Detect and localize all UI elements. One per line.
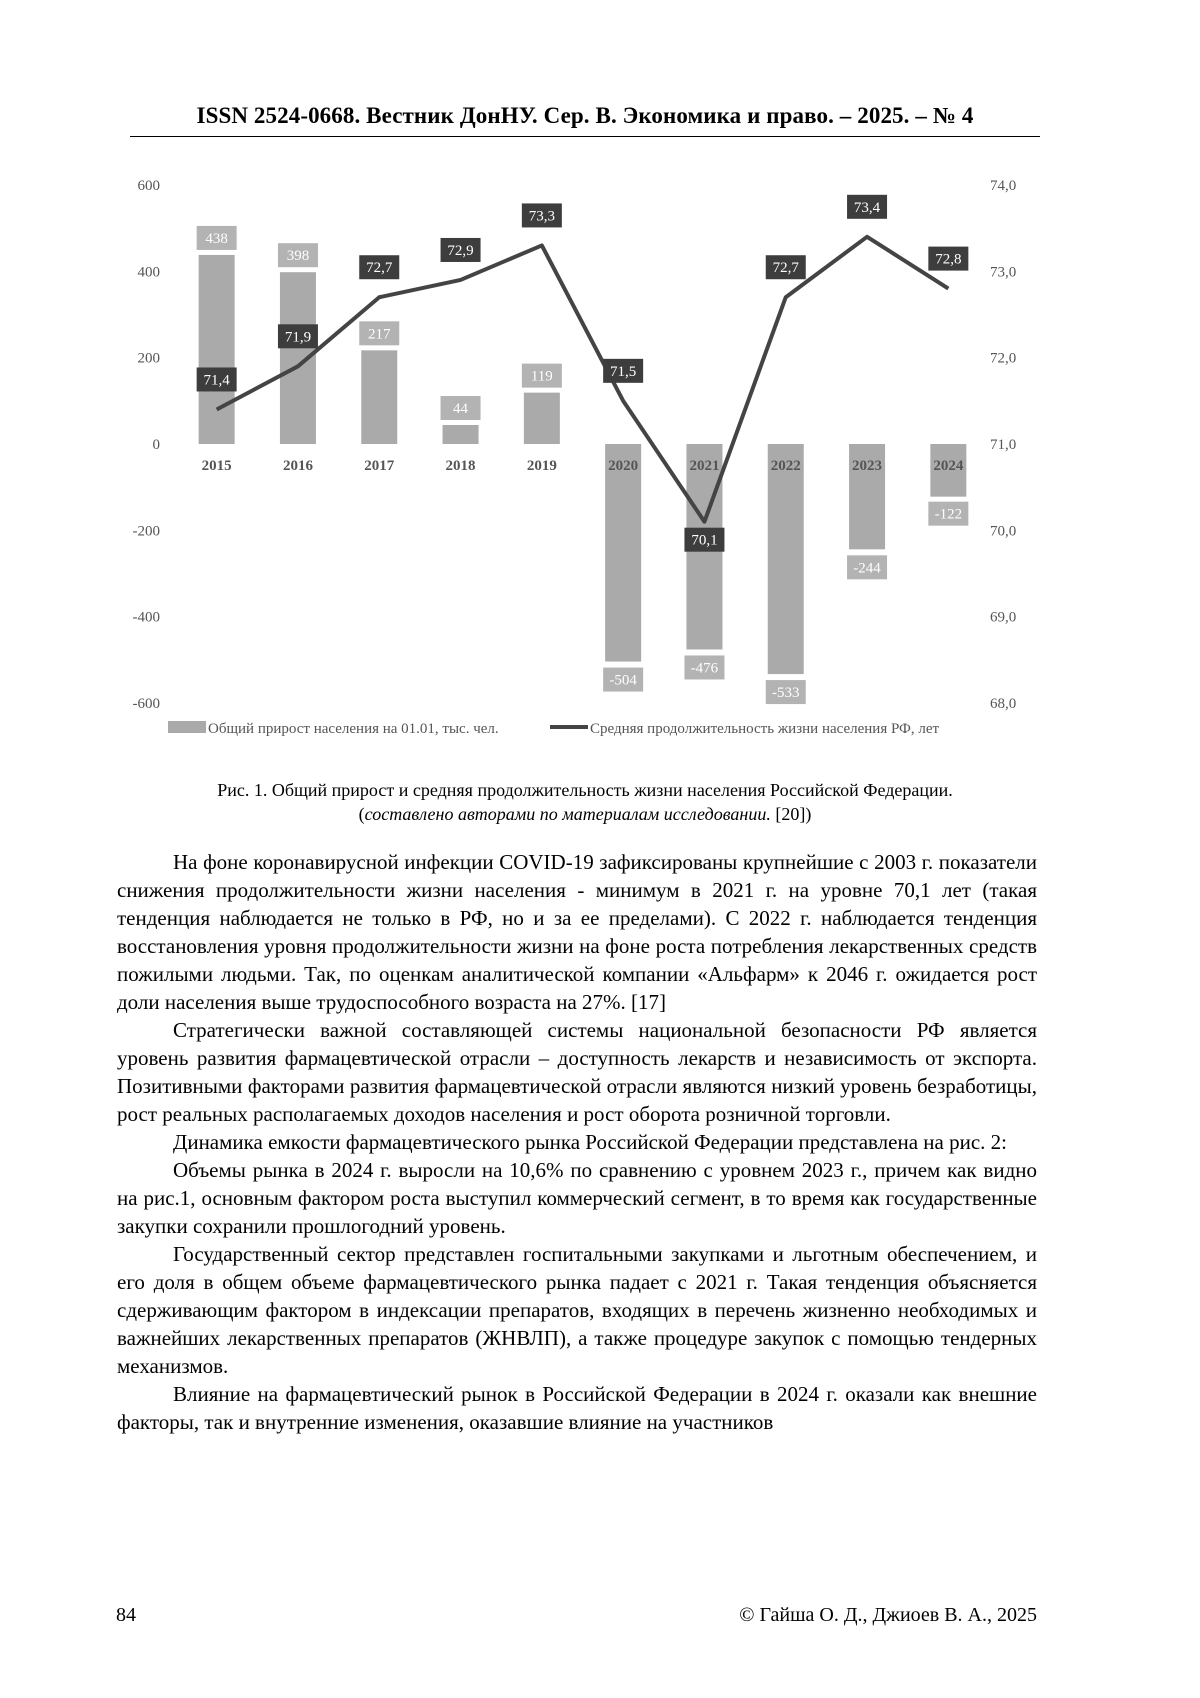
y-right-tick-label: 68,0 [990, 696, 1017, 712]
legend-label-line: Средняя продолжительность жизни населения РФ, лет [590, 721, 940, 737]
paragraph: Государственный сектор представлен госпитальными закупками и льготным обеспечением, и его доля в общем объеме фармацевтического рынка падает с 2021 г. Такая тенденция объясняется сдерживающим фактором в индексации препаратов, входящих в перечень жизненно необходимых и важнейших лекарственных препаратов (ЖНВЛП), а также процедуре закупок с помощью тендерных механизмов. [117, 1242, 1037, 1378]
bar-value-label: -533 [772, 685, 800, 702]
bar-value-label: -244 [853, 560, 881, 577]
line-value-label: 73,3 [528, 208, 555, 225]
bar-value-label: 44 [453, 401, 469, 418]
y-left-tick-label: 200 [137, 350, 160, 367]
bar [443, 425, 479, 444]
bar-value-label: -476 [690, 660, 719, 677]
bar [524, 393, 560, 444]
paragraph: Объемы рынка в 2024 г. выросли на 10,6% по сравнению с уровнем 2023 г., причем как видно на рис.1, основным фактором роста выступил коммерческий сегмент, в то время как государственные закупки сохранили прошлогодний уровень. [117, 1158, 1037, 1238]
paragraph: Стратегически важной составляющей системы национальной безопасности РФ является уровень развития фармацевтической отрасли – доступность лекарств и независимость от экспорта. Позитивными факторами развития фармацевтической отрасли являются низкий уровень безработицы, рост реальных располагаемых доходов населения и рост оборота розничной торговли. [117, 1018, 1037, 1126]
line-value-label: 71,5 [610, 363, 637, 380]
y-left-tick-label: -600 [132, 696, 160, 712]
bar [361, 350, 397, 444]
x-category-label: 2023 [852, 458, 883, 474]
article-body [117, 848, 1037, 1436]
legend-label-bars: Общий прирост населения на 01.01, тыс. чел. [208, 721, 499, 737]
copyright-notice: © Гайша О. Д., Джиоев В. А., 2025 [739, 1604, 1037, 1626]
line-value-label: 70,1 [691, 532, 718, 549]
paragraph: Влияние на фармацевтический рынок в Российской Федерации в 2024 г. оказали как внешние факторы, так и внутренние изменения, оказавшие влияние на участников [117, 1382, 1037, 1434]
y-left-tick-label: -200 [132, 523, 160, 540]
line-value-label: 71,9 [284, 329, 312, 346]
x-category-label: 2018 [445, 458, 476, 474]
y-left-tick-label: 600 [137, 178, 160, 194]
x-category-label: 2024 [933, 458, 964, 474]
bar-value-label: 217 [368, 326, 391, 343]
x-category-label: 2019 [526, 458, 557, 474]
x-category-label: 2021 [689, 458, 720, 474]
caption-source-italic: составлено авторами по материалам исследовании. [364, 804, 771, 824]
figure-1-chart [0, 0, 1200, 760]
paragraph: Динамика емкости фармацевтического рынка Российской Федерации представлена на рис. 2: [173, 1130, 1007, 1154]
life-expectancy-line [217, 237, 949, 522]
caption-source: (составлено авторами по материалам исследовании. [20]) [358, 804, 812, 824]
bar-value-label: 438 [205, 230, 228, 247]
y-right-tick-label: 71,0 [990, 437, 1017, 453]
line-value-label: 73,4 [853, 199, 881, 216]
y-right-tick-label: 74,0 [990, 178, 1017, 194]
journal-header: ISSN 2524-0668. Вестник ДонНУ. Сер. В. Экономика и право. – 2025. – № 4 [196, 103, 974, 128]
line-value-label: 72,7 [772, 260, 799, 277]
bar [768, 444, 804, 674]
y-right-tick-label: 73,0 [990, 264, 1017, 281]
y-right-tick-label: 72,0 [990, 350, 1017, 367]
x-category-label: 2015 [201, 458, 232, 474]
caption-title: Рис. 1. Общий прирост и средняя продолжительность жизни населения Российской Федерации. [217, 780, 953, 800]
x-category-label: 2017 [364, 458, 395, 474]
y-right-tick-label: 69,0 [990, 609, 1017, 626]
line-value-label: 72,8 [935, 251, 962, 268]
x-category-label: 2016 [282, 458, 313, 474]
page-number: 84 [116, 1604, 136, 1626]
y-left-tick-label: 400 [137, 264, 160, 281]
legend-swatch-bars [168, 721, 206, 733]
bar [199, 255, 235, 444]
bar-value-label: -504 [609, 672, 637, 689]
bar-value-label: 398 [286, 248, 310, 265]
x-category-label: 2022 [770, 458, 801, 474]
x-category-label: 2020 [608, 458, 639, 474]
line-value-label: 72,7 [366, 260, 393, 277]
bar-value-label: 119 [530, 368, 553, 385]
bar [605, 444, 641, 662]
line-value-label: 71,4 [203, 372, 230, 389]
y-right-tick-label: 70,0 [990, 523, 1017, 540]
paragraph: На фоне коронавирусной инфекции COVID-19 зафиксированы крупнейшие с 2003 г. показатели снижения продолжительности жизни населения - минимум в 2021 г. на уровне 70,1 лет (такая тенденция наблюдается не только в РФ, но и за ее пределами). С 2022 г. наблюдается тенденция восстановления уровня продолжительности жизни на фоне роста потребления лекарственных средств пожилыми людьми. Так, по оценкам аналитической компании «Альфарм» к 2046 г. ожидается рост доли населения выше трудоспособного возраста на 27%. [17] [117, 850, 1037, 1014]
y-left-tick-label: -400 [132, 609, 160, 626]
line-value-label: 72,9 [447, 242, 474, 259]
bar-value-label: -122 [934, 506, 963, 523]
y-left-tick-label: 0 [152, 437, 160, 453]
figure-caption [130, 778, 1040, 826]
